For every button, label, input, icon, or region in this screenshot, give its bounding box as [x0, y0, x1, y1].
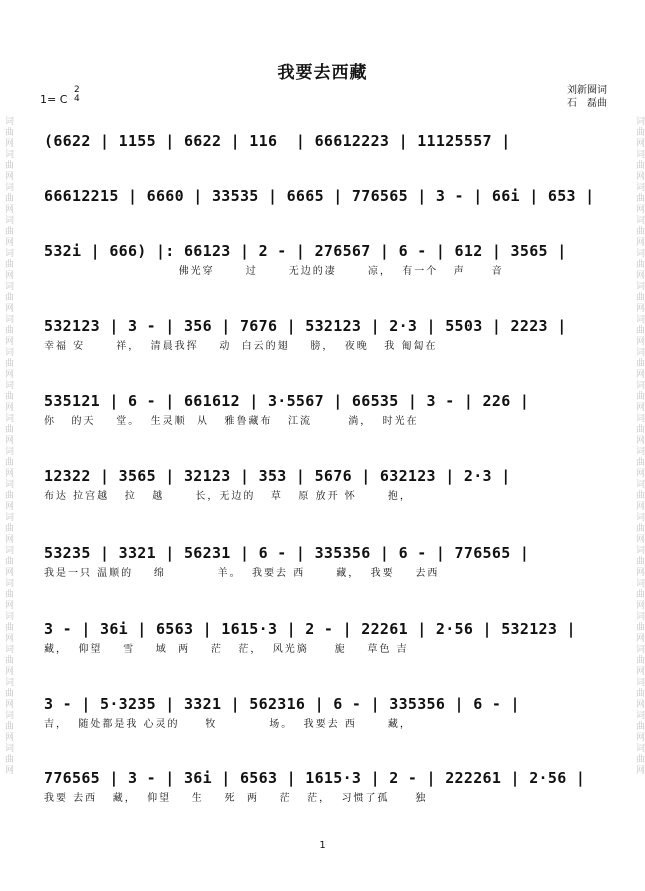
notation-line: 532i | 666) |: 66123 | 2 - | 276567 | 6 - | 612 | 3565 | — [44, 242, 567, 260]
score-row-5 — [44, 390, 604, 440]
notation-line: 535121 | 6 - | 661612 | 3·5567 | 66535 | 3 - | 226 | — [44, 392, 530, 410]
score-row-7 — [44, 542, 604, 592]
score-row-9 — [44, 693, 604, 743]
time-signature — [74, 86, 80, 104]
score-row-8 — [44, 618, 604, 668]
page-number: 1 — [319, 840, 326, 851]
lyric-line: 藏， 仰望 雪 域 两 茫 茫， 风光旖 旎 草色 吉 — [44, 644, 409, 655]
notation-line: 66612215 | 6660 | 33535 | 6665 | 776565 | 3 - | 66i | 653 | — [44, 187, 595, 205]
key-signature: 1= C — [40, 93, 68, 106]
lyric-line: 布达 拉宫越 拉 越 长，无边的 草 原 放开 怀 抱， — [44, 491, 412, 502]
time-signature-bottom: 4 — [74, 94, 80, 104]
notation-line: 776565 | 3 - | 36i | 6563 | 1615·3 | 2 - | 222261 | 2·56 | — [44, 769, 586, 787]
notation-line: 532123 | 3 - | 356 | 7676 | 532123 | 2·3 | 5503 | 2223 | — [44, 317, 567, 335]
lyric-line: 你 的天 堂。 生灵顺 从 雅鲁藏布 江流 淌， 时光在 — [44, 416, 419, 427]
lyric-line: 我是一只 温顺的 绵 羊。 我要去 西 藏， 我要 去西 — [44, 568, 440, 579]
notation-line: (6622 | 1155 | 6622 | 116 | 66612223 | 11125557 | — [44, 132, 511, 150]
lyric-line: 佛光穿 过 无边的凄 凉， 有一个 声 音 — [44, 266, 504, 277]
score-row-1 — [44, 130, 604, 180]
score-row-3 — [44, 240, 604, 290]
lyric-line: 幸福 安 祥， 清晨我挥 动 白云的翅 膀， 夜晚 我 匍匐在 — [44, 341, 438, 352]
song-title: 我要去西藏 — [277, 63, 368, 83]
score-row-2 — [44, 185, 604, 235]
credits — [567, 84, 607, 110]
score-row-10 — [44, 767, 604, 817]
score-row-4 — [44, 315, 604, 365]
notation-line: 3 - | 36i | 6563 | 1615·3 | 2 - | 22261 | 2·56 | 532123 | — [44, 620, 576, 638]
time-signature-top: 2 — [74, 85, 80, 95]
lyric-line: 我要 去西 藏， 仰望 生 死 两 茫 茫， 习惯了孤 独 — [44, 793, 428, 804]
watermark-right: 词曲网词曲网词曲网词曲网词曲网词曲网词曲网词曲网词曲网词曲网词曲网词曲网词曲网词曲网词曲网词曲网词曲网词曲网词曲网词曲网 — [634, 115, 644, 776]
composer-credit: 石 磊曲 — [567, 98, 607, 109]
watermark-left: 词曲网词曲网词曲网词曲网词曲网词曲网词曲网词曲网词曲网词曲网词曲网词曲网词曲网词曲网词曲网词曲网词曲网词曲网词曲网词曲网 — [3, 115, 13, 776]
lyric-line — [44, 209, 604, 225]
notation-line: 12322 | 3565 | 32123 | 353 | 5676 | 632123 | 2·3 | — [44, 467, 511, 485]
lyric-line — [44, 154, 604, 170]
lyricist-credit: 刘新圈词 — [567, 85, 607, 96]
notation-line: 3 - | 5·3235 | 3321 | 562316 | 6 - | 335356 | 6 - | — [44, 695, 520, 713]
score-row-6 — [44, 465, 604, 515]
lyric-line: 吉， 随处都是我 心灵的 牧 场。 我要去 西 藏， — [44, 719, 412, 730]
notation-line: 53235 | 3321 | 56231 | 6 - | 335356 | 6 - | 776565 | — [44, 544, 530, 562]
